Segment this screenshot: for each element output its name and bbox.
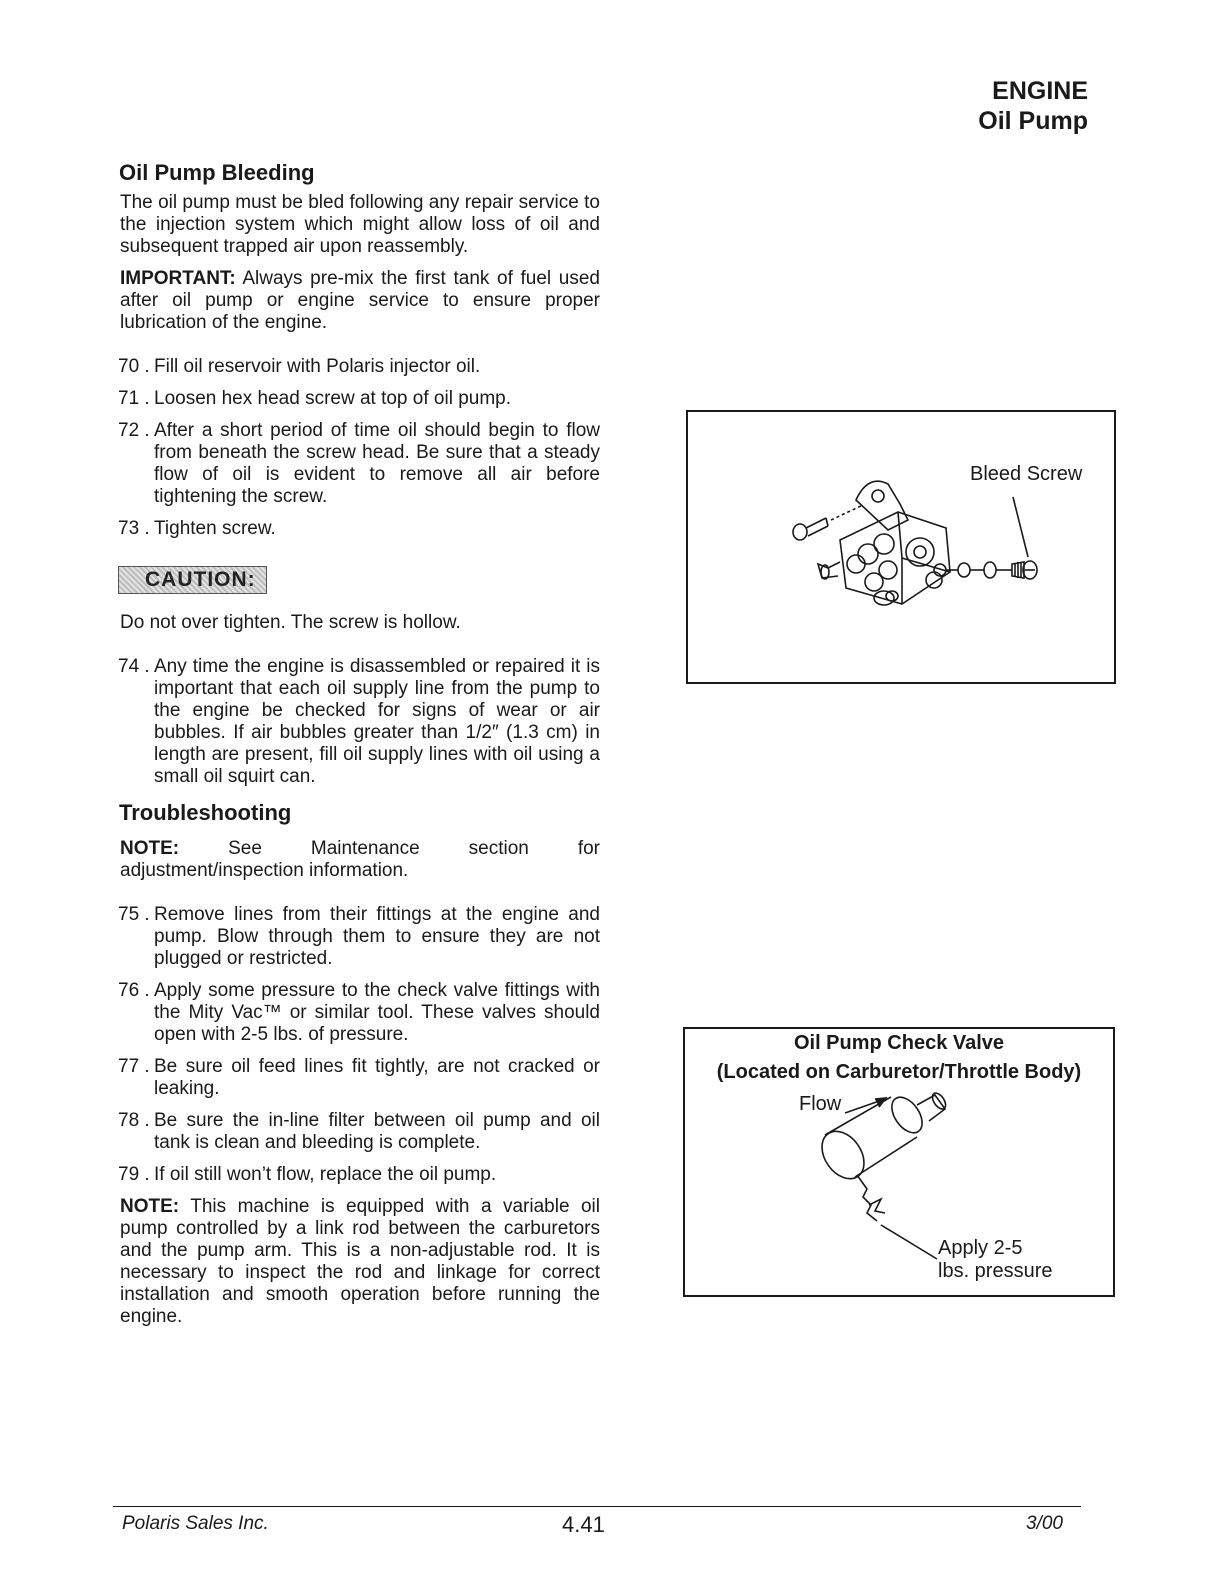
list-item: 77 . Be sure oil feed lines fit tightly, are not cracked or leaking. <box>118 1056 600 1099</box>
list-item: 71 . Loosen hex head screw at top of oil pump. <box>118 388 512 409</box>
note-label: NOTE: <box>120 838 180 859</box>
bleed-screw-figure <box>686 410 1116 684</box>
pressure-label: Apply 2-5 lbs. pressure <box>938 1237 1053 1282</box>
list-item: 70 . Fill oil reservoir with Polaris injector oil. <box>118 356 481 377</box>
page-number: 4.41 <box>562 1512 605 1537</box>
list-item: 76 . Apply some pressure to the check valve fittings with the Mity Vac™ or similar tool. These valves should open with 2-5 lbs. of pressure. <box>118 980 600 1045</box>
list-item: 78 . Be sure the in-line filter between oil pump and oil tank is clean and bleeding is complete. <box>118 1110 600 1153</box>
important-label: IMPORTANT: <box>120 268 236 289</box>
caution-text: Do not over tighten. The screw is hollow. <box>120 612 461 633</box>
list-item: 75 . Remove lines from their fittings at the engine and pump. Blow through them to ensure they are not plugged or restricted. <box>118 904 600 969</box>
note-label: NOTE: <box>120 1196 180 1217</box>
list-item: 79 . If oil still won’t flow, replace the oil pump. <box>118 1164 497 1185</box>
footer-company: Polaris Sales Inc. <box>122 1513 269 1534</box>
caution-badge: CAUTION: <box>118 566 267 594</box>
text-column <box>116 162 600 1338</box>
footer-rule <box>113 1506 1081 1507</box>
variable-pump-note: NOTE: This machine is equipped with a variable oil pump controlled by a link rod between the carburetors and the pump arm. This is a non-adjustable rod. It is necessary to inspect the rod and linkage for correct installation and smooth operation before running the engine. <box>120 1196 600 1327</box>
subsection-title: Oil Pump <box>978 107 1088 135</box>
list-item: 72 . After a short period of time oil should begin to flow from beneath the screw head. Be sure that a steady flow of oil is evident to remove all air before tightening the screw. <box>118 420 600 507</box>
page-header <box>978 76 1088 136</box>
list-item: 74 . Any time the engine is disassembled or repaired it is important that each oil supply line from the pump to the engine be checked for signs of wear or air bubbles. If air bubbles greater than 1/2″ (1.3 cm) in length are present, fill oil supply lines with oil using a small oil squirt can. <box>118 656 600 787</box>
important-text: Always pre-mix the first tank of fuel used after oil pump or engine service to ensure proper lubrication of the engine. <box>120 268 600 333</box>
footer-date: 3/00 <box>1026 1513 1063 1534</box>
oil-pump-illustration <box>688 412 1114 682</box>
bleed-screw-callout: Bleed Screw <box>970 463 1083 485</box>
flow-label: Flow <box>799 1093 842 1115</box>
troubleshooting-note: NOTE: See Maintenance section for adjustment/inspection information. <box>120 838 601 881</box>
check-valve-title: Oil Pump Check Valve <box>793 1032 1005 1054</box>
bleeding-intro: The oil pump must be bled following any repair service to the injection system which might allow loss of oil and subsequent trapped air upon reassembly. <box>120 192 600 257</box>
check-valve-illustration <box>685 1029 1113 1295</box>
list-item: 73 . Tighten screw. <box>118 518 276 539</box>
troubleshooting-heading: Troubleshooting <box>119 800 292 825</box>
bleeding-heading: Oil Pump Bleeding <box>119 160 315 185</box>
section-title: ENGINE <box>992 77 1088 105</box>
check-valve-subtitle: (Located on Carburetor/Throttle Body) <box>716 1061 1082 1083</box>
check-valve-figure <box>683 1027 1115 1297</box>
important-note <box>120 268 600 334</box>
